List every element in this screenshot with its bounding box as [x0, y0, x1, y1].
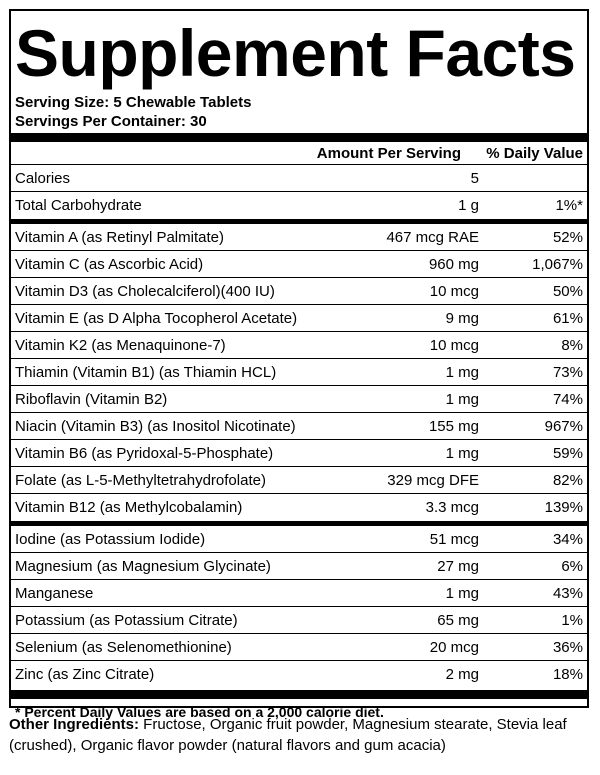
- nutrient-name: Vitamin D3 (as Cholecalciferol)(400 IU): [15, 282, 275, 300]
- column-header-row: [11, 142, 587, 165]
- other-ingredients-label: Other Ingredients:: [9, 716, 140, 733]
- nutrient-daily-value: 73%: [552, 363, 583, 381]
- nutrient-amount: 20 mcg: [429, 638, 479, 656]
- nutrient-daily-value: 34%: [552, 530, 583, 548]
- vitamin-group: [15, 224, 583, 521]
- footnote: * Percent Daily Values are based on a 2,000 calorie diet.: [15, 704, 384, 720]
- nutrient-name: Vitamin E (as D Alpha Tocopherol Acetate): [15, 309, 298, 327]
- amount-header: Amount Per Serving: [316, 144, 461, 162]
- nutrient-row: [11, 251, 587, 278]
- thick-divider: [11, 133, 587, 142]
- nutrient-daily-value: 1%*: [555, 197, 583, 214]
- nutrient-daily-value: 1%: [561, 611, 583, 629]
- other-ingredients-text: Fructose, Organic fruit powder, Magnesium stearate, Stevia leaf (crushed), Organic flavor powder (natural flavors and gum acacia): [9, 716, 567, 754]
- nutrient-name: Vitamin B6 (as Pyridoxal-5-Phosphate): [15, 444, 274, 462]
- nutrient-amount: 1 mg: [445, 584, 479, 602]
- nutrient-name: Vitamin K2 (as Menaquinone-7): [15, 336, 226, 354]
- mineral-group: [15, 526, 583, 688]
- nutrient-row: [11, 359, 587, 386]
- nutrient-amount: 10 mcg: [429, 282, 479, 300]
- nutrient-amount: 65 mg: [437, 611, 479, 629]
- nutrient-amount: 155 mg: [428, 417, 479, 435]
- nutrient-amount: 1 g: [458, 197, 479, 214]
- nutrient-row: [11, 634, 587, 661]
- nutrient-amount: 1 mg: [445, 444, 479, 462]
- nutrient-amount: 10 mcg: [429, 336, 479, 354]
- nutrient-amount: 960 mg: [428, 255, 479, 273]
- daily-value-header: % Daily Value: [486, 144, 583, 162]
- nutrient-daily-value: 36%: [552, 638, 583, 656]
- nutrient-daily-value: 8%: [561, 336, 583, 354]
- nutrient-row: [11, 661, 587, 688]
- nutrient-row: [11, 192, 587, 219]
- nutrient-daily-value: 50%: [552, 282, 583, 300]
- nutrient-row: [11, 580, 587, 607]
- supplement-facts-panel: [9, 9, 589, 720]
- nutrient-amount: 5: [470, 169, 479, 187]
- nutrient-daily-value: 1,067%: [532, 255, 583, 273]
- nutrient-name: Riboflavin (Vitamin B2): [15, 390, 168, 408]
- nutrient-name: Calories: [15, 169, 71, 187]
- nutrient-name: Vitamin A (as Retinyl Palmitate): [15, 228, 224, 246]
- macro-group: [15, 165, 583, 219]
- nutrient-name: Potassium (as Potassium Citrate): [15, 611, 238, 629]
- nutrient-row: [11, 440, 587, 467]
- nutrient-row: [11, 553, 587, 580]
- nutrient-amount: 3.3 mcg: [425, 499, 479, 516]
- nutrient-daily-value: 59%: [552, 444, 583, 462]
- nutrient-row: [11, 305, 587, 332]
- nutrient-name: Vitamin C (as Ascorbic Acid): [15, 255, 204, 273]
- nutrient-row: [11, 494, 587, 521]
- nutrient-row: [11, 278, 587, 305]
- nutrient-name: Vitamin B12 (as Methylcobalamin): [15, 499, 243, 516]
- nutrient-row: [11, 467, 587, 494]
- nutrient-amount: 467 mcg RAE: [386, 228, 479, 246]
- nutrient-row: [11, 526, 587, 553]
- nutrient-daily-value: 52%: [552, 228, 583, 246]
- nutrient-name: Magnesium (as Magnesium Glycinate): [15, 557, 271, 575]
- nutrient-name: Iodine (as Potassium Iodide): [15, 530, 206, 548]
- panel-title: Supplement Facts: [15, 16, 576, 90]
- nutrient-amount: 51 mcg: [429, 530, 479, 548]
- nutrient-name: Niacin (Vitamin B3) (as Inositol Nicotinate): [15, 417, 296, 435]
- nutrient-amount: 1 mg: [445, 363, 479, 381]
- nutrient-name: Selenium (as Selenomethionine): [15, 638, 232, 656]
- nutrient-row: [11, 165, 587, 192]
- nutrient-daily-value: 82%: [552, 471, 583, 489]
- nutrient-row: [11, 413, 587, 440]
- nutrient-row: [11, 224, 587, 251]
- nutrient-daily-value: 61%: [552, 309, 583, 327]
- nutrient-daily-value: 74%: [552, 390, 583, 408]
- nutrient-daily-value: 43%: [552, 584, 583, 602]
- nutrient-daily-value: 967%: [544, 417, 583, 435]
- nutrient-name: Thiamin (Vitamin B1) (as Thiamin HCL): [15, 363, 277, 381]
- serving-size: Serving Size: 5 Chewable Tablets: [15, 94, 252, 111]
- nutrient-amount: 329 mcg DFE: [387, 471, 479, 489]
- nutrient-name: Total Carbohydrate: [15, 197, 142, 214]
- nutrient-amount: 2 mg: [445, 666, 479, 683]
- nutrient-row: [11, 386, 587, 413]
- nutrient-name: Zinc (as Zinc Citrate): [15, 666, 155, 683]
- servings-per-container: Servings Per Container: 30: [15, 113, 207, 130]
- nutrient-amount: 9 mg: [445, 309, 479, 327]
- nutrient-amount: 1 mg: [445, 390, 479, 408]
- other-ingredients: [9, 714, 594, 756]
- nutrient-row: [11, 607, 587, 634]
- nutrient-daily-value: 6%: [561, 557, 583, 575]
- thick-divider: [11, 690, 587, 699]
- nutrient-name: Folate (as L-5-Methyltetrahydrofolate): [15, 471, 266, 489]
- nutrient-daily-value: 18%: [552, 666, 583, 683]
- nutrient-daily-value: 139%: [544, 499, 583, 516]
- nutrient-amount: 27 mg: [437, 557, 479, 575]
- nutrient-name: Manganese: [15, 584, 94, 602]
- nutrient-row: [11, 332, 587, 359]
